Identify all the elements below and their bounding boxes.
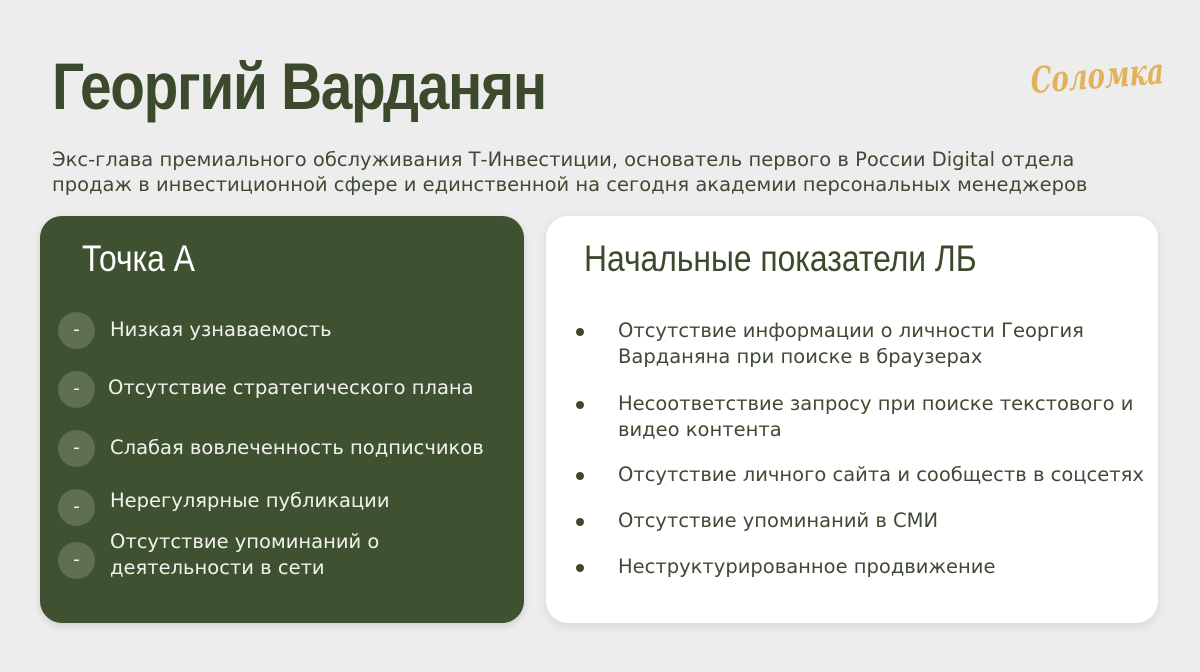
list-item-line: Слабая вовлеченность подписчиков (110, 436, 484, 459)
list-item-line: Варданяна при поиске в браузерах (618, 345, 983, 368)
dash-bullet-icon: - (58, 371, 95, 408)
list-item-line: Отсутствие упоминаний в СМИ (618, 509, 939, 532)
list-item-line: Несоответствие запросу при поиске текстового и (618, 392, 1134, 415)
dash-bullet-icon: - (58, 489, 95, 526)
bullet-dot-icon (576, 328, 584, 336)
list-item-line: Низкая узнаваемость (110, 318, 332, 341)
list-item-line: деятельности в сети (110, 556, 325, 579)
subtitle (52, 147, 1162, 197)
list-item-text (110, 317, 332, 343)
bullet-dot-icon (576, 401, 584, 409)
list-item-text (618, 508, 1148, 534)
list-item-text (618, 391, 1148, 443)
list-item-line: Отсутствие упоминаний о (110, 530, 380, 553)
dash-bullet-icon: - (58, 312, 95, 349)
point-a-card (40, 216, 524, 623)
initial-metrics-card (546, 216, 1158, 623)
list-item-line: Нерегулярные публикации (110, 489, 390, 512)
initial-metrics-list (546, 216, 1158, 623)
initial-metrics-title: Начальные показатели ЛБ (584, 238, 977, 279)
list-item-line: Отсутствие личного сайта и сообществ в соцсетях (618, 463, 1144, 486)
point-a-title: Точка А (82, 238, 195, 279)
list-item-line: видео контента (618, 418, 782, 441)
list-item-text (110, 488, 390, 514)
list-item (58, 312, 518, 364)
subtitle-line-1: Экс-глава премиального обслуживания Т-Инвестиции, основатель первого в России Digital отдела (52, 148, 1075, 171)
list-item-text (618, 554, 1148, 580)
list-item-text (108, 375, 474, 401)
list-item (58, 530, 518, 594)
bullet-dot-icon (576, 472, 584, 480)
list-item (58, 371, 518, 423)
brand-logo: Соломка (1030, 50, 1165, 102)
list-item-line: Неструктурированное продвижение (618, 555, 996, 578)
subtitle-line-2: продаж в инвестиционной сфере и единственной на сегодня академии персональных менеджеров (52, 173, 1088, 196)
dash-bullet-icon: - (58, 542, 95, 579)
page-title: Георгий Варданян (52, 49, 546, 123)
list-item-text (618, 462, 1148, 488)
list-item (58, 430, 518, 482)
list-item-line: Отсутствие информации о личности Георгия (618, 319, 1084, 342)
list-item-text (618, 318, 1148, 370)
list-item-text (110, 435, 484, 461)
bullet-dot-icon (576, 564, 584, 572)
bullet-dot-icon (576, 518, 584, 526)
point-a-list (58, 216, 518, 623)
list-item-line: Отсутствие стратегического плана (108, 376, 474, 399)
list-item-text (110, 529, 379, 581)
dash-bullet-icon: - (58, 430, 95, 467)
